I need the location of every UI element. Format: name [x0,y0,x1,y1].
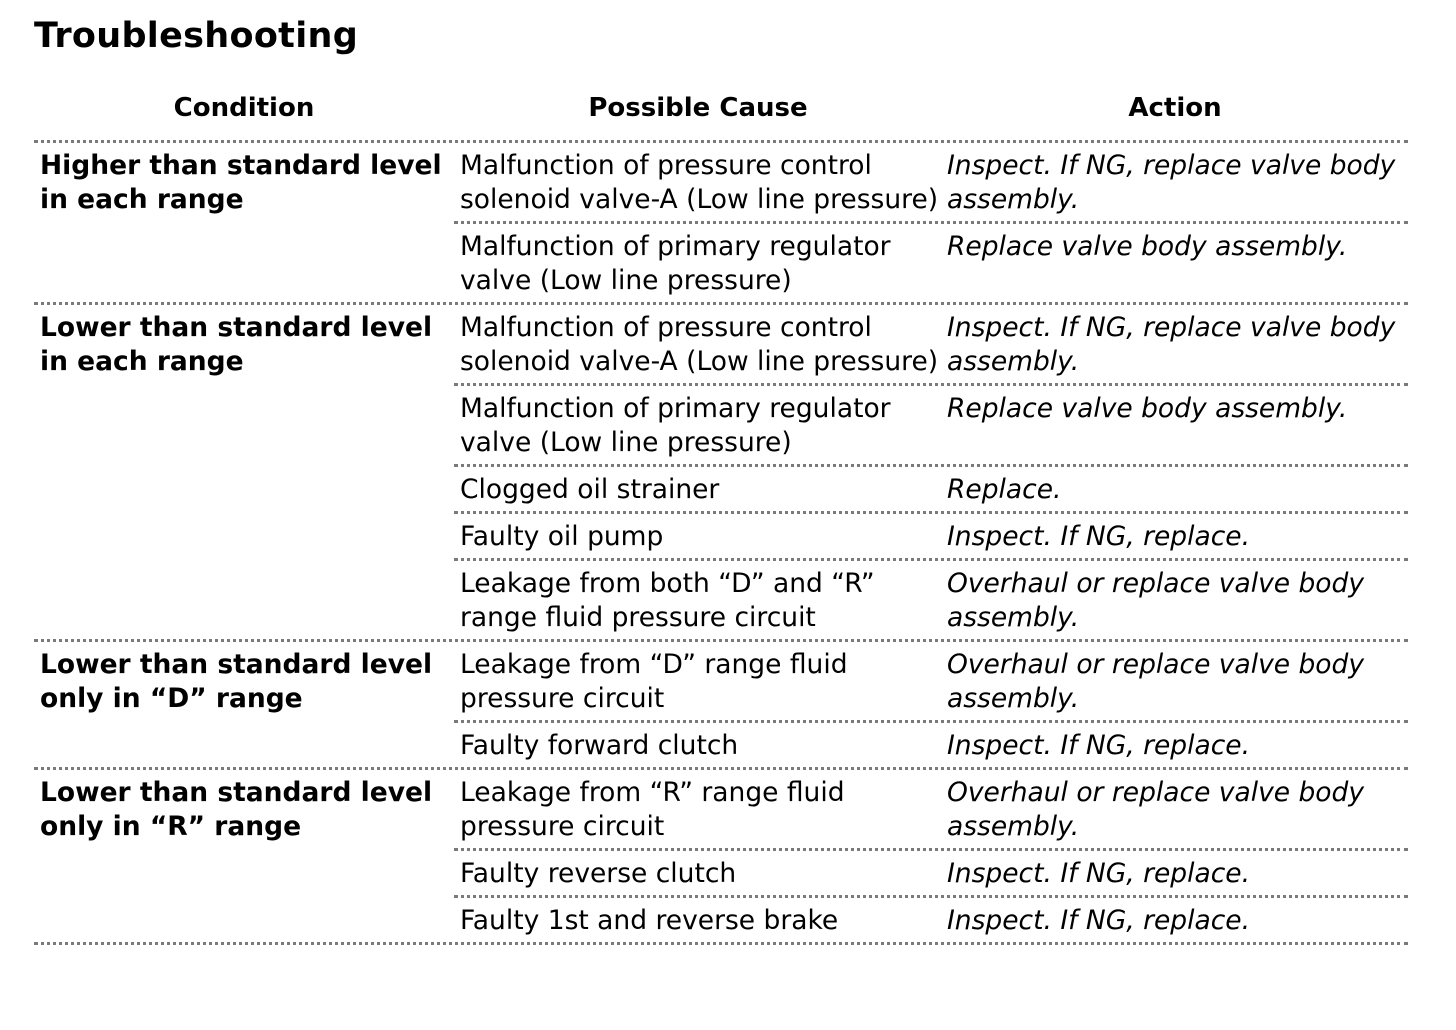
table-row [454,642,1408,720]
condition-cell: Higher than standard level in each range [40,150,442,215]
action-cell: Inspect. If NG, replace. [946,521,1251,552]
table-row [454,511,1408,558]
action-cell: Inspect. If NG, replace valve body assembly. [946,312,1396,377]
header-condition: Condition [173,93,315,123]
troubleshooting-table [34,88,1408,945]
action-cell: Replace. [946,474,1062,505]
action-cell: Inspect. If NG, replace. [946,905,1251,936]
page-title: Troubleshooting [34,16,359,56]
table-row [454,558,1408,639]
condition-group [34,305,1408,639]
divider [34,942,1408,945]
cause-cell: Malfunction of primary regulator valve (Low line pressure) [460,393,891,458]
cause-cell: Faulty 1st and reverse brake [460,905,839,936]
cause-cell: Malfunction of primary regulator valve (Low line pressure) [460,231,891,296]
table-row [454,143,1408,221]
condition-group [34,642,1408,767]
table-row [454,305,1408,383]
condition-cell: Lower than standard level in each range [40,312,433,377]
cause-cell: Faulty oil pump [460,521,664,552]
cause-cell: Leakage from “R” range fluid pressure circuit [460,777,845,842]
table-row [454,848,1408,895]
cause-cell: Leakage from “D” range fluid pressure circuit [460,649,848,714]
condition-group [34,143,1408,302]
table-row [454,720,1408,767]
action-cell: Overhaul or replace valve body assembly. [946,568,1365,633]
table-row [454,464,1408,511]
table-row [454,221,1408,302]
cause-cell: Malfunction of pressure control solenoid valve-A (Low line pressure) [460,150,939,215]
condition-group [34,770,1408,942]
action-cell: Overhaul or replace valve body assembly. [946,777,1365,842]
action-cell: Inspect. If NG, replace. [946,730,1251,761]
action-cell: Inspect. If NG, replace valve body assembly. [946,150,1396,215]
table-row [454,383,1408,464]
header-action: Action [1128,93,1222,123]
cause-cell: Leakage from both “D” and “R” range fluid pressure circuit [460,568,875,633]
cause-cell: Malfunction of pressure control solenoid valve-A (Low line pressure) [460,312,939,377]
cause-cell: Clogged oil strainer [460,474,720,505]
header-possible-cause: Possible Cause [588,93,808,123]
action-cell: Replace valve body assembly. [946,231,1348,262]
condition-cell: Lower than standard level only in “D” range [40,649,433,714]
table-row [454,895,1408,942]
action-cell: Inspect. If NG, replace. [946,858,1251,889]
cause-cell: Faulty forward clutch [460,730,739,761]
table-header [34,88,1408,140]
condition-cell: Lower than standard level only in “R” range [40,777,433,842]
action-cell: Overhaul or replace valve body assembly. [946,649,1365,714]
action-cell: Replace valve body assembly. [946,393,1348,424]
table-row [454,770,1408,848]
cause-cell: Faulty reverse clutch [460,858,737,889]
